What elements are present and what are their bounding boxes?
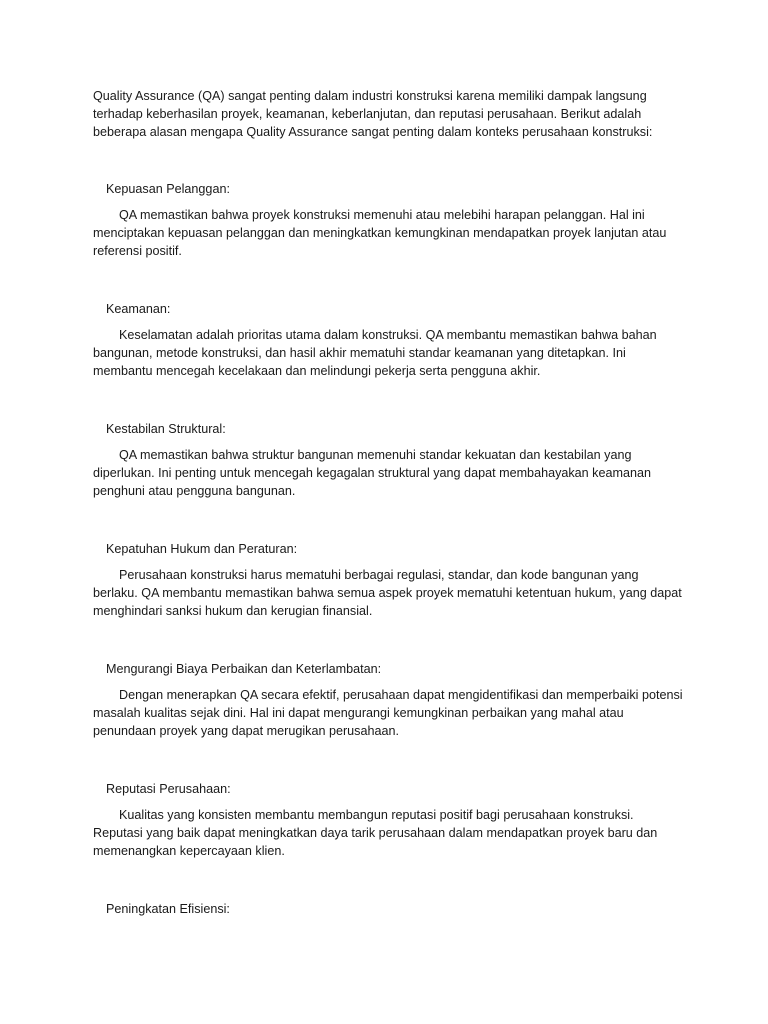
section-heading: Kestabilan Struktural: (106, 422, 226, 436)
section-kepuasan-pelanggan (93, 180, 683, 260)
section-peningkatan-efisiensi (93, 900, 683, 918)
section-body: QA memastikan bahwa proyek konstruksi memenuhi atau melebihi harapan pelanggan. Hal ini menciptakan kepuasan pelanggan dan meningkatkan kemungkinan mendapatkan proyek lanjutan atau referensi positif. (93, 208, 667, 258)
section-body: Dengan menerapkan QA secara efektif, perusahaan dapat mengidentifikasi dan memperbaiki potensi masalah kualitas sejak dini. Hal ini dapat mengurangi kemungkinan perbaikan yang mahal atau penundaan proyek yang dapat merugikan perusahaan. (93, 688, 683, 738)
intro-paragraph: Quality Assurance (QA) sangat penting dalam industri konstruksi karena memiliki dampak langsung terhadap keberhasilan proyek, keamanan, keberlanjutan, dan reputasi perusahaan. Berikut adalah beberapa alasan mengapa Quality Assurance sangat penting dalam konteks perusahaan konstruksi: (93, 89, 653, 139)
section-heading: Keamanan: (106, 302, 171, 316)
section-keamanan (93, 300, 683, 380)
section-heading: Kepuasan Pelanggan: (106, 182, 230, 196)
section-heading: Mengurangi Biaya Perbaikan dan Keterlambatan: (106, 662, 382, 676)
section-reputasi-perusahaan (93, 780, 683, 860)
section-kestabilan-struktural (93, 420, 683, 500)
section-kepatuhan-hukum (93, 540, 683, 620)
section-heading: Kepatuhan Hukum dan Peraturan: (106, 542, 298, 556)
section-body: Keselamatan adalah prioritas utama dalam konstruksi. QA membantu memastikan bahwa bahan bangunan, metode konstruksi, dan hasil akhir mematuhi standar keamanan yang ditetapkan. Ini membantu mencegah kecelakaan dan melindungi pekerja serta pengguna akhir. (93, 328, 657, 378)
section-body: QA memastikan bahwa struktur bangunan memenuhi standar kekuatan dan kestabilan yang diperlukan. Ini penting untuk mencegah kegagalan struktural yang dapat membahayakan keamanan penghuni atau pengguna bangunan. (93, 448, 651, 498)
section-body: Perusahaan konstruksi harus mematuhi berbagai regulasi, standar, dan kode bangunan yang berlaku. QA membantu memastikan bahwa semua aspek proyek mematuhi ketentuan hukum, yang dapat menghindari sanksi hukum dan kerugian finansial. (93, 568, 682, 618)
section-heading: Peningkatan Efisiensi: (106, 902, 230, 916)
section-body: Kualitas yang konsisten membantu membangun reputasi positif bagi perusahaan konstruksi. Reputasi yang baik dapat meningkatkan daya tarik perusahaan dalam mendapatkan proyek baru dan memenangkan kepercayaan klien. (93, 808, 658, 858)
document-body (93, 87, 683, 958)
section-heading: Reputasi Perusahaan: (106, 782, 231, 796)
section-mengurangi-biaya (93, 660, 683, 740)
